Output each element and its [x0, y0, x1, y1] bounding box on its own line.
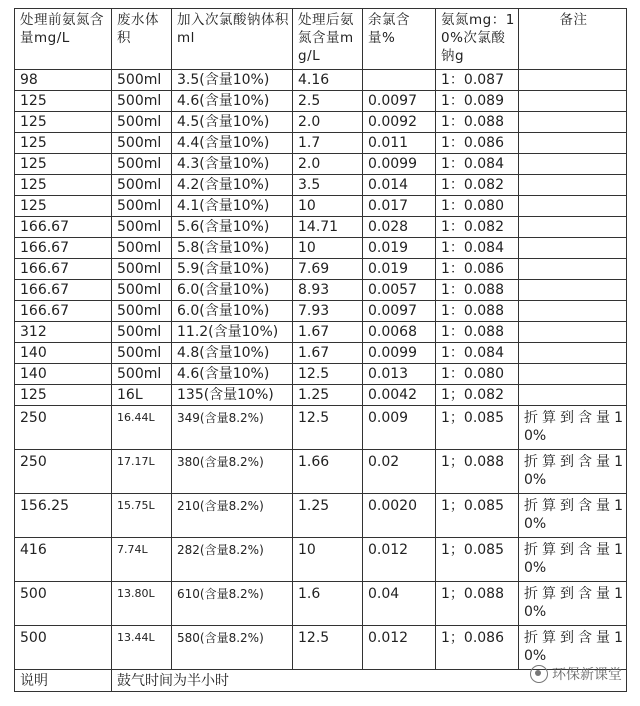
table-cell: [519, 91, 627, 112]
table-cell: 7.69: [293, 259, 363, 280]
table-cell: [519, 322, 627, 343]
table-cell: 125: [15, 133, 112, 154]
table-cell: 125: [15, 91, 112, 112]
header-cell: 处理后氨氮含量mg/L: [293, 9, 363, 70]
header-row: [15, 9, 627, 70]
table-cell: 10: [293, 538, 363, 582]
table-cell: 166.67: [15, 259, 112, 280]
table-cell: 4.16: [293, 70, 363, 91]
table-cell: 380(含量8.2%): [172, 450, 293, 494]
table-cell: 折算到含量10%: [519, 450, 627, 494]
table-cell: 500ml: [112, 70, 172, 91]
table-cell: 500ml: [112, 343, 172, 364]
table-cell: 500ml: [112, 133, 172, 154]
table-cell: 500ml: [112, 301, 172, 322]
watermark-text: 环保新课堂: [552, 667, 622, 683]
table-cell: 0.0020: [363, 494, 436, 538]
table-row: [15, 133, 627, 154]
table-cell: 500ml: [112, 196, 172, 217]
table-cell: [519, 112, 627, 133]
table-cell: 16L: [112, 385, 172, 406]
table-cell: 166.67: [15, 301, 112, 322]
table-cell: [519, 238, 627, 259]
table-cell: 0.014: [363, 175, 436, 196]
table-cell: 500ml: [112, 91, 172, 112]
table-row: [15, 154, 627, 175]
table-cell: 折算到含量10%: [519, 582, 627, 626]
table-cell: 1：0.087: [436, 70, 519, 91]
header-cell: 余氯含量%: [363, 9, 436, 70]
table-row: [15, 112, 627, 133]
table-cell: 0.019: [363, 259, 436, 280]
table-cell: 7.74L: [112, 538, 172, 582]
table-cell: 4.5(含量10%): [172, 112, 293, 133]
table-cell: 4.6(含量10%): [172, 364, 293, 385]
table-cell: 4.2(含量10%): [172, 175, 293, 196]
table-row: [15, 582, 627, 626]
table-cell: 1；0.082: [436, 385, 519, 406]
table-cell: 2.0: [293, 154, 363, 175]
table-cell: 1；0.088: [436, 450, 519, 494]
table-cell: 13.44L: [112, 626, 172, 670]
table-cell: 1：0.086: [436, 259, 519, 280]
table-row: [15, 450, 627, 494]
table-cell: 0.0068: [363, 322, 436, 343]
table-row: [15, 494, 627, 538]
table-cell: 1；0.085: [436, 406, 519, 450]
table-cell: 1；0.086: [436, 626, 519, 670]
header-cell: 备注: [519, 9, 627, 70]
footer-label: 说明: [15, 670, 112, 692]
table-cell: 250: [15, 450, 112, 494]
table-row: [15, 259, 627, 280]
table-cell: 610(含量8.2%): [172, 582, 293, 626]
table-cell: [519, 301, 627, 322]
table-cell: 1：0.084: [436, 343, 519, 364]
table-cell: [519, 217, 627, 238]
table-cell: 0.0092: [363, 112, 436, 133]
footer-text: 鼓气时间为半小时: [112, 670, 627, 692]
table-cell: 0.011: [363, 133, 436, 154]
table-cell: 1：0.088: [436, 280, 519, 301]
table-cell: 500ml: [112, 112, 172, 133]
table-row: [15, 364, 627, 385]
table-cell: 0.012: [363, 538, 436, 582]
table-cell: 312: [15, 322, 112, 343]
table-cell: 15.75L: [112, 494, 172, 538]
table-cell: 12.5: [293, 406, 363, 450]
header-cell: 处理前氨氮含量mg/L: [15, 9, 112, 70]
table-row: [15, 301, 627, 322]
table-cell: 1；0.088: [436, 582, 519, 626]
table-cell: 125: [15, 196, 112, 217]
table-cell: [519, 70, 627, 91]
table-cell: 0.0097: [363, 301, 436, 322]
table-cell: 1：0.086: [436, 133, 519, 154]
data-table: [14, 8, 627, 692]
table-cell: 0.017: [363, 196, 436, 217]
table-cell: 4.8(含量10%): [172, 343, 293, 364]
table-cell: 140: [15, 343, 112, 364]
header-cell: 加入次氯酸钠体积ml: [172, 9, 293, 70]
table-row: [15, 238, 627, 259]
table-cell: 8.93: [293, 280, 363, 301]
table-cell: 166.67: [15, 280, 112, 301]
table-cell: 140: [15, 364, 112, 385]
table-cell: 166.67: [15, 238, 112, 259]
table-cell: 1：0.082: [436, 217, 519, 238]
table-cell: 1：0.082: [436, 175, 519, 196]
table-cell: 0.0042: [363, 385, 436, 406]
table-cell: 10: [293, 238, 363, 259]
table-cell: 0.04: [363, 582, 436, 626]
table-cell: 4.6(含量10%): [172, 91, 293, 112]
table-cell: 5.6(含量10%): [172, 217, 293, 238]
table-cell: [519, 133, 627, 154]
table-cell: 10: [293, 196, 363, 217]
table-row: [15, 322, 627, 343]
table-cell: 1.25: [293, 494, 363, 538]
table-cell: 500ml: [112, 217, 172, 238]
table-row: [15, 343, 627, 364]
table-cell: 1.67: [293, 322, 363, 343]
table-cell: 500: [15, 626, 112, 670]
table-cell: 125: [15, 112, 112, 133]
table-cell: 14.71: [293, 217, 363, 238]
table-cell: 500ml: [112, 175, 172, 196]
table-cell: 1.7: [293, 133, 363, 154]
table-cell: 1：0.080: [436, 364, 519, 385]
table-cell: 210(含量8.2%): [172, 494, 293, 538]
table-cell: 6.0(含量10%): [172, 301, 293, 322]
table-row: [15, 70, 627, 91]
table-cell: 500ml: [112, 238, 172, 259]
table-cell: 0.0057: [363, 280, 436, 301]
table-cell: [519, 175, 627, 196]
table-cell: [519, 364, 627, 385]
table-cell: 13.80L: [112, 582, 172, 626]
table-cell: 500ml: [112, 322, 172, 343]
table-cell: 4.1(含量10%): [172, 196, 293, 217]
table-cell: 1.66: [293, 450, 363, 494]
table-cell: 500ml: [112, 364, 172, 385]
table-cell: 3.5(含量10%): [172, 70, 293, 91]
table-cell: 1：0.080: [436, 196, 519, 217]
table-cell: 1：0.088: [436, 112, 519, 133]
table-cell: 6.0(含量10%): [172, 280, 293, 301]
table-cell: 16.44L: [112, 406, 172, 450]
table-cell: 1；0.085: [436, 494, 519, 538]
table-cell: 0.019: [363, 238, 436, 259]
table-cell: 4.3(含量10%): [172, 154, 293, 175]
table-row: [15, 196, 627, 217]
table-row: [15, 538, 627, 582]
table-cell: [519, 154, 627, 175]
table-cell: 500: [15, 582, 112, 626]
table-cell: 125: [15, 385, 112, 406]
table-cell: 125: [15, 175, 112, 196]
table-cell: 12.5: [293, 364, 363, 385]
table-cell: 1：0.088: [436, 322, 519, 343]
table-cell: 0.0099: [363, 154, 436, 175]
table-cell: 折算到含量10%: [519, 406, 627, 450]
table-cell: [363, 70, 436, 91]
table-cell: 349(含量8.2%): [172, 406, 293, 450]
table-row: [15, 626, 627, 670]
table-cell: 250: [15, 406, 112, 450]
table-cell: 1.67: [293, 343, 363, 364]
table-row: [15, 385, 627, 406]
table-cell: 5.9(含量10%): [172, 259, 293, 280]
table-cell: 2.5: [293, 91, 363, 112]
table-cell: [519, 385, 627, 406]
watermark: [530, 664, 622, 684]
table-cell: 500ml: [112, 154, 172, 175]
table-cell: 282(含量8.2%): [172, 538, 293, 582]
table-cell: 11.2(含量10%): [172, 322, 293, 343]
table-cell: 2.0: [293, 112, 363, 133]
table-cell: 1；0.085: [436, 538, 519, 582]
header-cell: 氨氮mg：10%次氯酸钠g: [436, 9, 519, 70]
table-cell: 98: [15, 70, 112, 91]
header-cell: 废水体积: [112, 9, 172, 70]
table-cell: 156.25: [15, 494, 112, 538]
table-cell: 5.8(含量10%): [172, 238, 293, 259]
table-cell: 0.013: [363, 364, 436, 385]
table-cell: 0.012: [363, 626, 436, 670]
table-row: [15, 280, 627, 301]
table-row: [15, 91, 627, 112]
table-cell: [519, 280, 627, 301]
table-cell: 125: [15, 154, 112, 175]
table-cell: [519, 343, 627, 364]
table-cell: 12.5: [293, 626, 363, 670]
table-cell: 416: [15, 538, 112, 582]
table-cell: 166.67: [15, 217, 112, 238]
table-cell: 17.17L: [112, 450, 172, 494]
table-row: [15, 217, 627, 238]
table-cell: 580(含量8.2%): [172, 626, 293, 670]
table-cell: [519, 196, 627, 217]
table-cell: 500ml: [112, 280, 172, 301]
table-cell: 折算到含量10%: [519, 494, 627, 538]
table-cell: 4.4(含量10%): [172, 133, 293, 154]
table-cell: 1：0.088: [436, 301, 519, 322]
table-cell: 0.0099: [363, 343, 436, 364]
table-cell: 折算到含量10%: [519, 538, 627, 582]
table-cell: [519, 259, 627, 280]
table-cell: 7.93: [293, 301, 363, 322]
table-row: [15, 175, 627, 196]
table-cell: 1.25: [293, 385, 363, 406]
table-cell: 1：0.084: [436, 238, 519, 259]
table-cell: 500ml: [112, 259, 172, 280]
table-cell: 0.02: [363, 450, 436, 494]
table-cell: 0.009: [363, 406, 436, 450]
table-cell: 1.6: [293, 582, 363, 626]
wechat-icon: [530, 665, 548, 683]
table-cell: 折算到含量10%: [519, 626, 627, 670]
table-cell: 1：0.084: [436, 154, 519, 175]
table-cell: 1：0.089: [436, 91, 519, 112]
table-cell: 0.028: [363, 217, 436, 238]
table-cell: 135(含量10%): [172, 385, 293, 406]
table-cell: 3.5: [293, 175, 363, 196]
table-cell: 0.0097: [363, 91, 436, 112]
table-row: [15, 406, 627, 450]
